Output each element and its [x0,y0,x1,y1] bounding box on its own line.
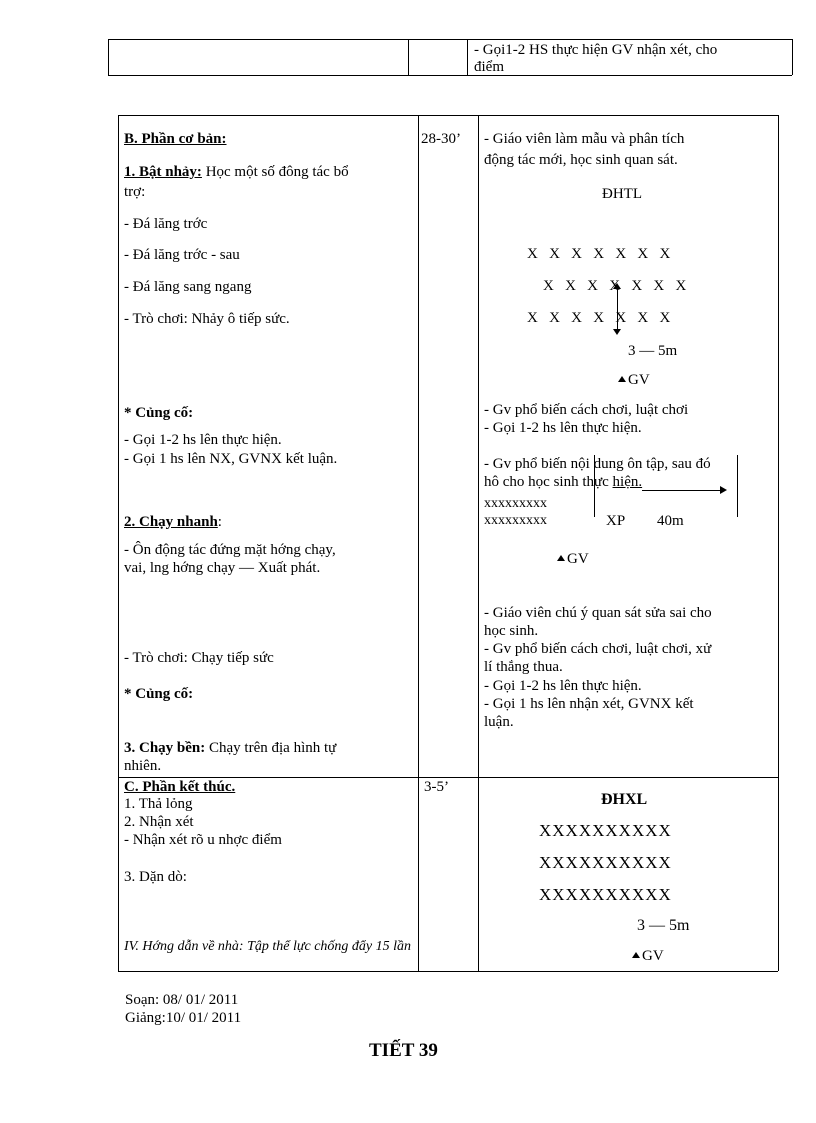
game-2: - Trò chơi: Chạy tiếp sức [124,650,274,666]
cc1-b: - Gọi 1 hs lên NX, GVNX kết luận. [124,451,338,467]
distance-40m: 40m [657,513,684,529]
r4e: - Gọi 1-2 hs lên thực hiện. [484,678,642,694]
table-border [118,971,778,972]
gv-marker-2 [557,551,589,568]
s2-colon: : [217,514,222,530]
section-c-title: C. Phần kết thúc. [124,779,236,795]
r1a: - Giáo viên làm mẫu và phân tích [484,131,685,147]
r3b1: hô cho học sinh thực [484,474,613,490]
r4a: - Giáo viên chú ý quan sát sửa sai cho [484,605,712,621]
cc1-a: - Gọi 1-2 hs lên thực hiện. [124,432,282,448]
table-border [118,777,778,778]
cung-co-2: * Củng cố: [124,686,194,702]
c-l4: 3. Dặn dò: [124,869,187,885]
formation-row: X X X X X X X [527,246,671,262]
table-border [108,39,792,40]
s2-line [124,514,222,531]
table-border [118,115,778,116]
r1b: động tác mới, học sinh quan sát. [484,152,678,168]
list-item: - Đá lăng trớc [124,216,208,232]
table-border [108,39,109,75]
s1-title: 1. Bật nhảy: [124,164,202,180]
distance-c: 3 — 5m [637,917,690,934]
r4f: - Gọi 1 hs lên nhận xét, GVNX kết [484,696,694,712]
s2-b: vai, lng hớng chạy — Xuất phát. [124,560,321,576]
section-b-time: 28-30’ [421,131,461,147]
dhxl-label: ĐHXL [601,791,648,808]
table-border [478,115,479,971]
triangle-up-icon [557,555,565,561]
r4g: luận. [484,714,514,730]
list-item: - Đá lăng trớc - sau [124,247,240,263]
table-border [418,115,419,971]
r2b: - Gọi 1-2 hs lên thực hiện. [484,420,642,436]
table-border [408,39,409,75]
section-c-time: 3-5’ [424,779,449,795]
gv-marker-1 [618,372,650,389]
soan-date: Soạn: 08/ 01/ 2011 [125,992,239,1008]
section-b-title: B. Phần cơ bản: [124,131,227,147]
table-border [118,115,119,971]
s1-desc: Học một số đông tác bổ [201,164,349,180]
xs-row: xxxxxxxxx [484,496,547,511]
s1-desc2: trợ: [124,184,146,200]
formation-row: X X X X X X X [527,310,671,326]
dhtl-label: ĐHTL [602,186,642,202]
c-l1: 1. Thả lỏng [124,796,193,812]
gv-marker-c [632,948,664,965]
top-note-line2: điểm [474,59,504,75]
s3-line [124,740,336,757]
s2-a: - Ôn động tác đứng mặt hớng chạy, [124,542,336,558]
triangle-up-icon [618,376,626,382]
arrow-right-icon [720,486,727,494]
gv-label: GV [628,372,650,388]
triangle-up-icon [632,952,640,958]
s3-desc: Chạy trên địa hình tự [205,740,337,756]
c-l3: - Nhận xét rõ u nhợc điểm [124,832,282,848]
r4c: - Gv phổ biến cách chơi, luật chơi, xử [484,641,712,657]
table-border [108,75,792,76]
r3b2: hiện. [612,474,643,490]
gv-label: GV [642,948,664,964]
table-border [778,115,779,971]
s3-title: 3. Chạy bền: [124,740,206,756]
cung-co-1: * Củng cố: [124,405,194,421]
r3a: - Gv phổ biến nội dung ôn tập, sau đó [484,456,711,472]
formation-row: XXXXXXXXXX [539,853,672,872]
r4b: học sinh. [484,623,539,639]
r4d: lí thắng thua. [484,659,563,675]
giang-date: Giảng:10/ 01/ 2011 [125,1010,242,1026]
distance-1: 3 — 5m [628,343,678,359]
gv-label: GV [567,551,589,567]
xs-row: xxxxxxxxx [484,513,547,528]
s2-title: 2. Chạy nhanh [124,514,218,530]
formation-row: X X X X X X X [543,278,687,294]
homework: IV. Hớng dẫn về nhà: Tập thể lực chống đẩy 15 lần [124,939,412,954]
c-l2: 2. Nhận xét [124,814,194,830]
formation-row: XXXXXXXXXX [539,885,672,904]
xp-label: XP [606,513,626,529]
s1-line [124,164,349,181]
s3-desc2: nhiên. [124,758,162,774]
r2a: - Gv phổ biến cách chơi, luật chơi [484,402,689,418]
r3b-line [484,474,642,491]
list-item: - Đá lăng sang ngang [124,279,252,295]
list-item: - Trò chơi: Nhảy ô tiếp sức. [124,311,290,327]
lesson-title: TIẾT 39 [369,1040,438,1061]
formation-row: XXXXXXXXXX [539,821,672,840]
table-border [792,39,793,75]
top-note-line1: - Gọi1-2 HS thực hiện GV nhận xét, cho [474,42,718,58]
table-border [467,39,468,75]
